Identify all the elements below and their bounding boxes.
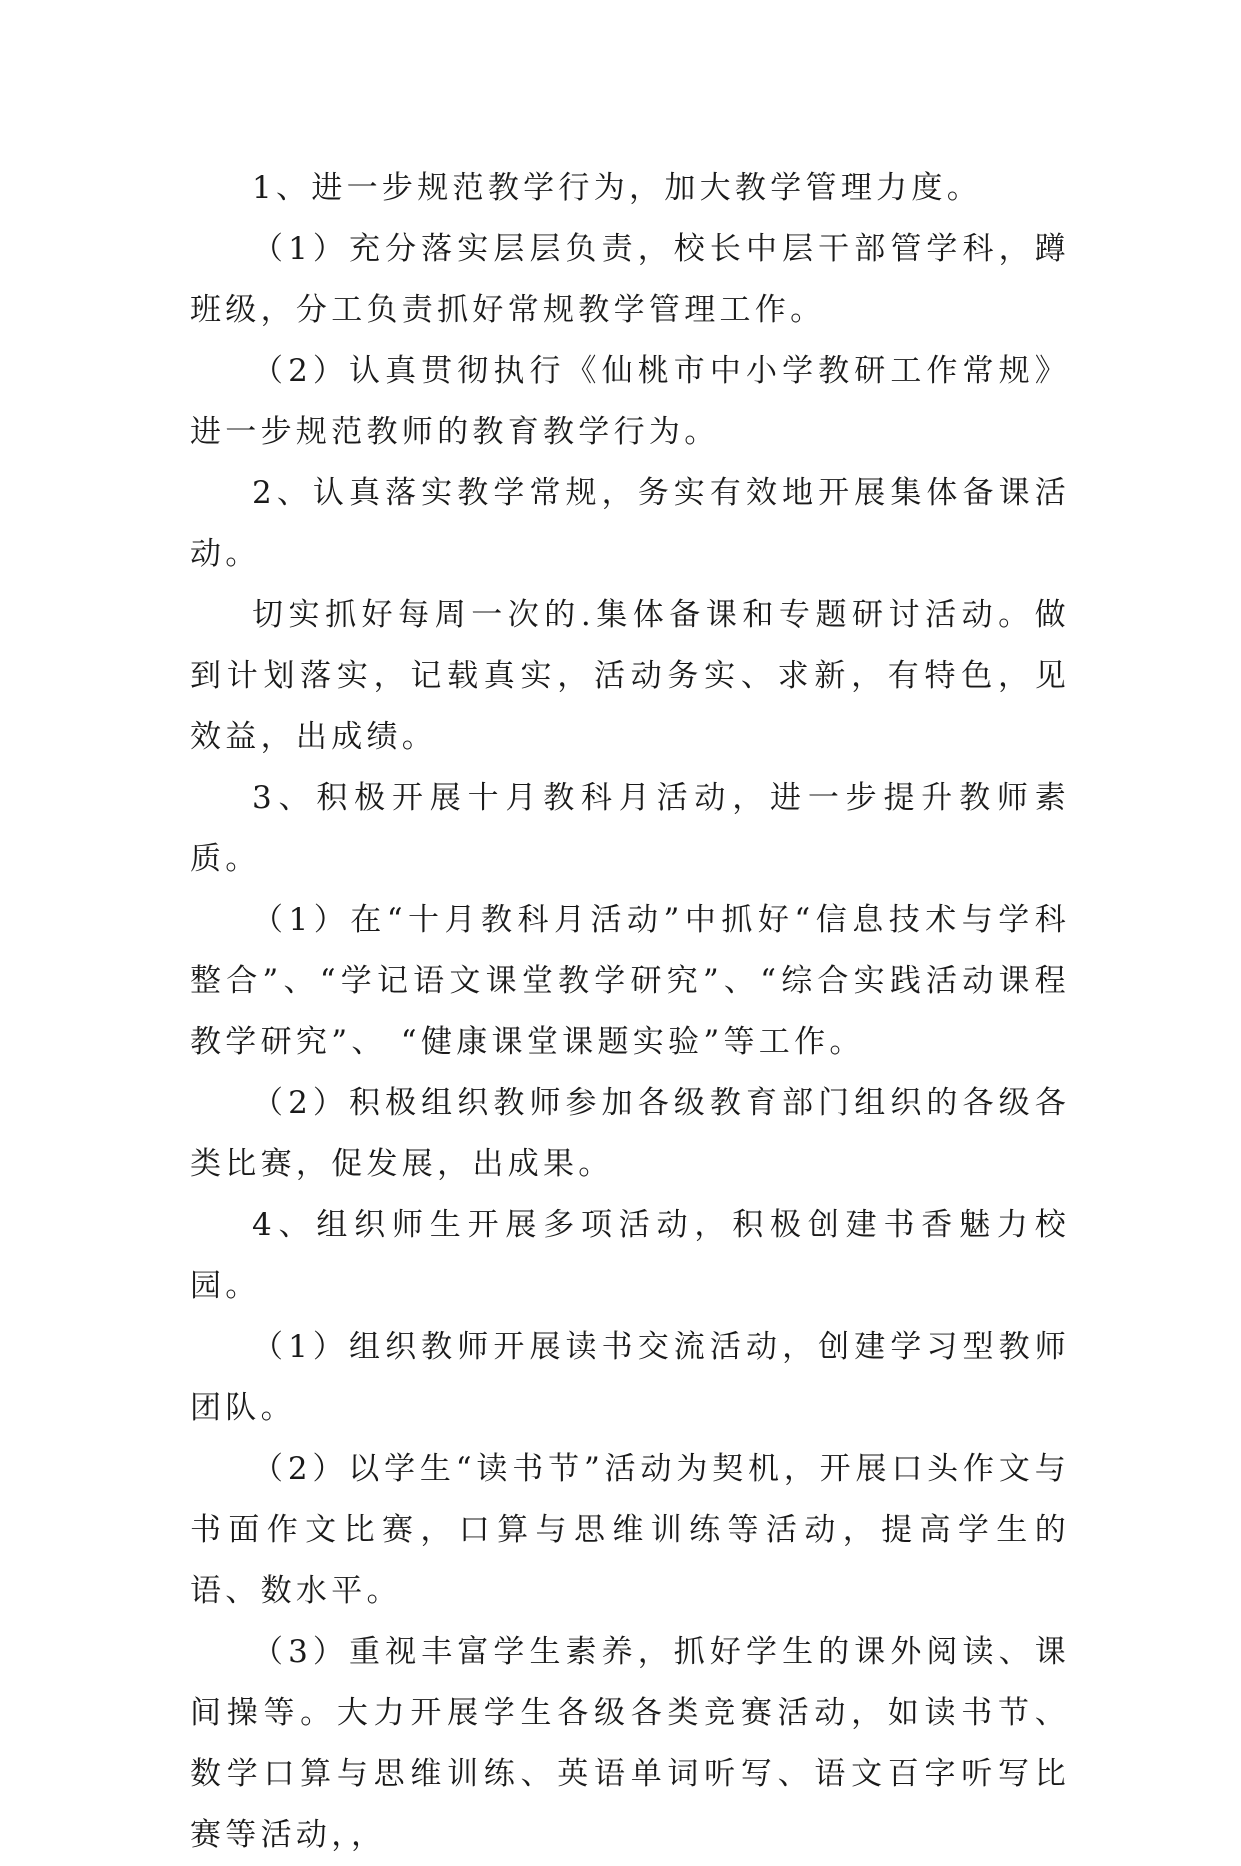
paragraph-section-3-item-1: （1）在“十月教科月活动”中抓好“信息技术与学科整合”、“学记语文课堂教学研究”、“综合实践活动课程教学研究”、 “健康课堂课题实验”等工作。 xyxy=(190,902,1070,1060)
paragraph-section-4-item-1: （1）组织教师开展读书交流活动，创建学习型教师团队。 xyxy=(190,1329,1070,1426)
document-body xyxy=(190,158,1070,1866)
paragraph-section-1-item-1: （1）充分落实层层负责，校长中层干部管学科，蹲班级，分工负责抓好常规教学管理工作。 xyxy=(190,231,1070,328)
paragraph-section-3-heading: 3、积极开展十月教科月活动，进一步提升教师素质。 xyxy=(190,780,1070,877)
paragraph-section-4-item-3: （3）重视丰富学生素养，抓好学生的课外阅读、课间操等。大力开展学生各级各类竞赛活动，如读书节、数学口算与思维训练、英语单词听写、语文百字听写比赛等活动，， xyxy=(190,1634,1070,1853)
paragraph-section-2-body: 切实抓好每周一次的.集体备课和专题研讨活动。做到计划落实，记载真实，活动务实、求新，有特色，见效益，出成绩。 xyxy=(190,597,1070,755)
paragraph-section-4-item-2: （2）以学生“读书节”活动为契机，开展口头作文与书面作文比赛，口算与思维训练等活动，提高学生的语、数水平。 xyxy=(190,1451,1070,1609)
paragraph-section-3-item-2: （2）积极组织教师参加各级教育部门组织的各级各类比赛，促发展，出成果。 xyxy=(190,1085,1070,1182)
paragraph-section-1-heading: 1、进一步规范教学行为，加大教学管理力度。 xyxy=(252,170,983,206)
paragraph-section-2-heading: 2、认真落实教学常规，务实有效地开展集体备课活动。 xyxy=(190,475,1070,572)
paragraph-section-4-heading: 4、组织师生开展多项活动，积极创建书香魅力校园。 xyxy=(190,1207,1070,1304)
paragraph-section-1-item-2: （2）认真贯彻执行《仙桃市中小学教研工作常规》进一步规范教师的教育教学行为。 xyxy=(190,353,1070,450)
